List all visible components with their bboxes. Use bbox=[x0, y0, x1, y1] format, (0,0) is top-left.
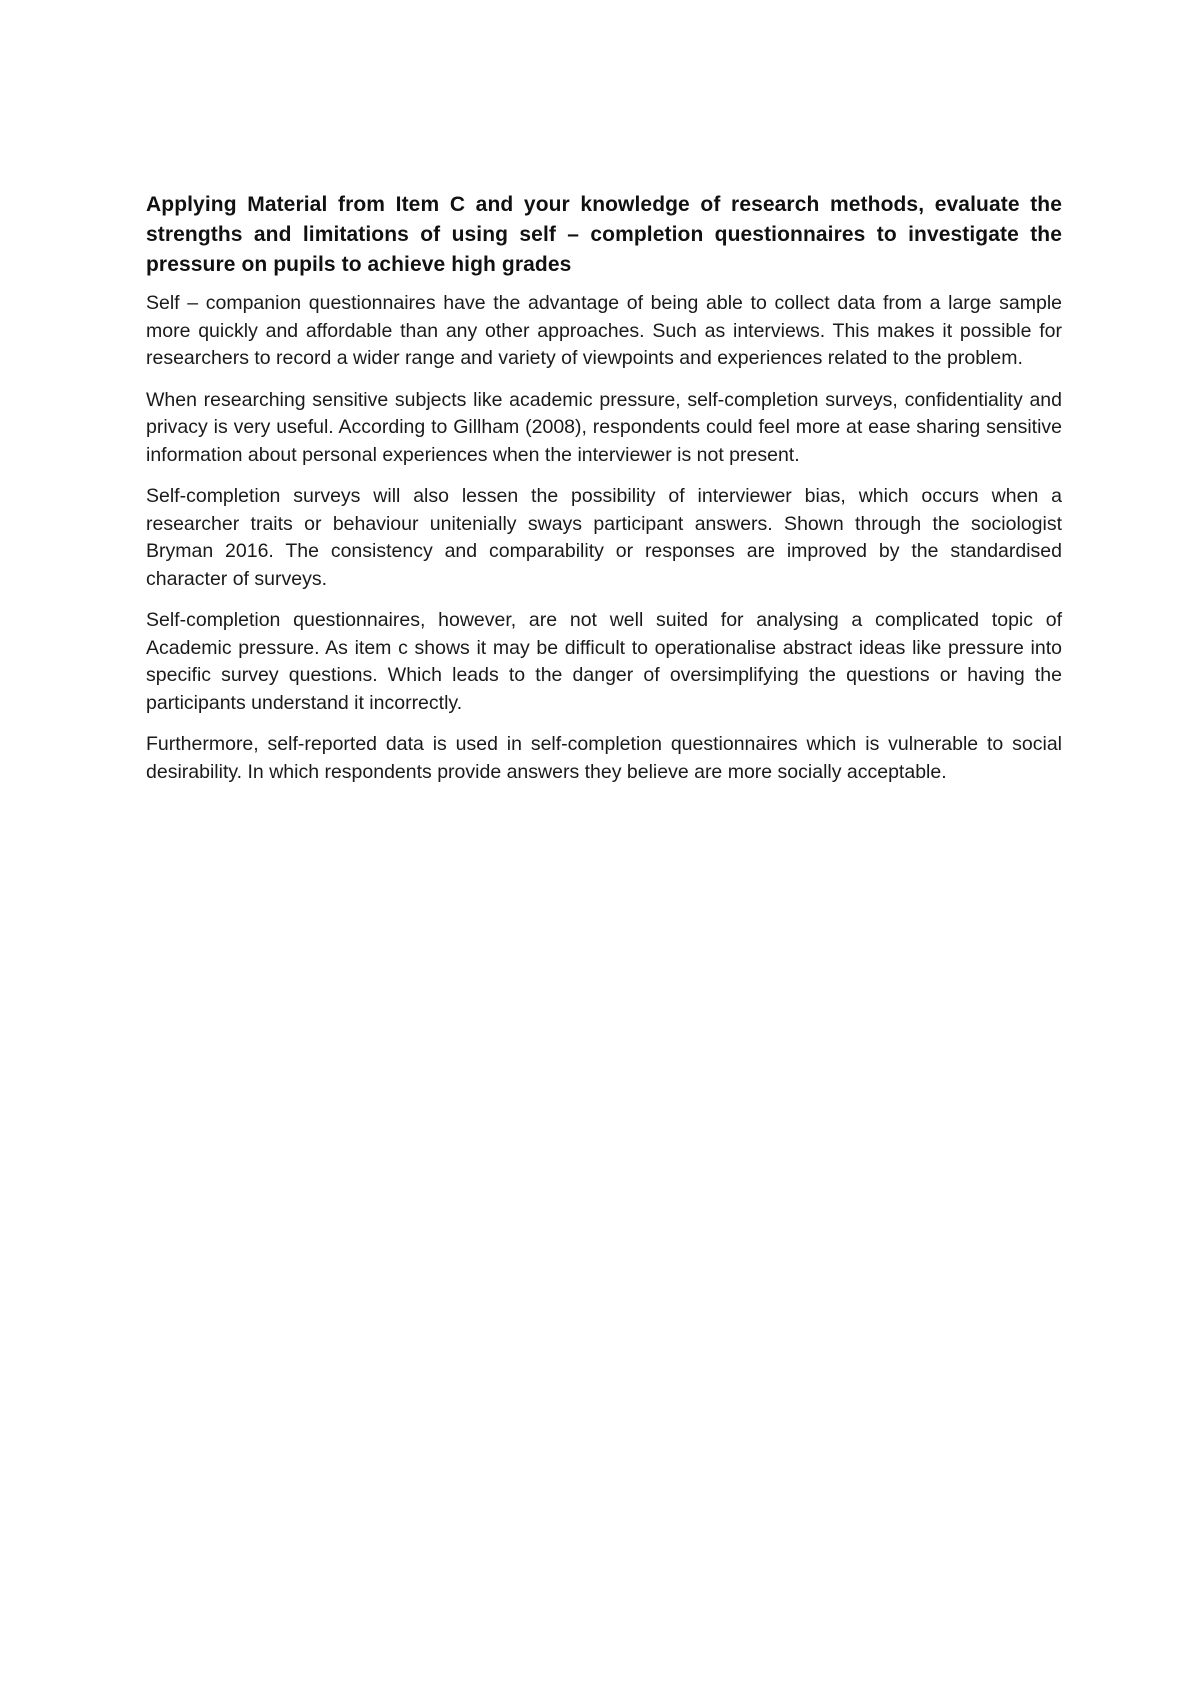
paragraph-2: When researching sensitive subjects like academic pressure, self-completion surveys, confidentiality and privacy is very useful. According to Gillham (2008), respondents could feel more at ease sharing sensitive information about personal experiences when the interviewer is not present. bbox=[146, 388, 1062, 466]
document-body bbox=[146, 190, 1062, 800]
paragraph-5: Furthermore, self-reported data is used in self-completion questionnaires which is vulnerable to social desirability. In which respondents provide answers they believe are more socially acceptable. bbox=[146, 733, 1062, 783]
paragraph-4: Self-completion questionnaires, however, are not well suited for analysing a complicated topic of Academic pressure. As item c shows it may be difficult to operationalise abstract ideas like pressure into specific survey questions. Which leads to the danger of oversimplifying the questions or having the participants understand it incorrectly. bbox=[146, 609, 1062, 714]
paragraph-1: Self – companion questionnaires have the advantage of being able to collect data from a large sample more quickly and affordable than any other approaches. Such as interviews. This makes it possible for researchers to record a wider range and variety of viewpoints and experiences related to the problem. bbox=[146, 292, 1062, 369]
paragraph-3: Self-completion surveys will also lessen the possibility of interviewer bias, which occurs when a researcher traits or behaviour unitenially sways participant answers. Shown through the sociologist Bryman 2016. The consistency and comparability or responses are improved by the standardised character of surveys. bbox=[146, 485, 1062, 590]
question-heading: Applying Material from Item C and your knowledge of research methods, evaluate the strengths and limitations of using self – completion questionnaires to investigate the pressure on pupils to achieve high grades bbox=[146, 193, 1062, 276]
